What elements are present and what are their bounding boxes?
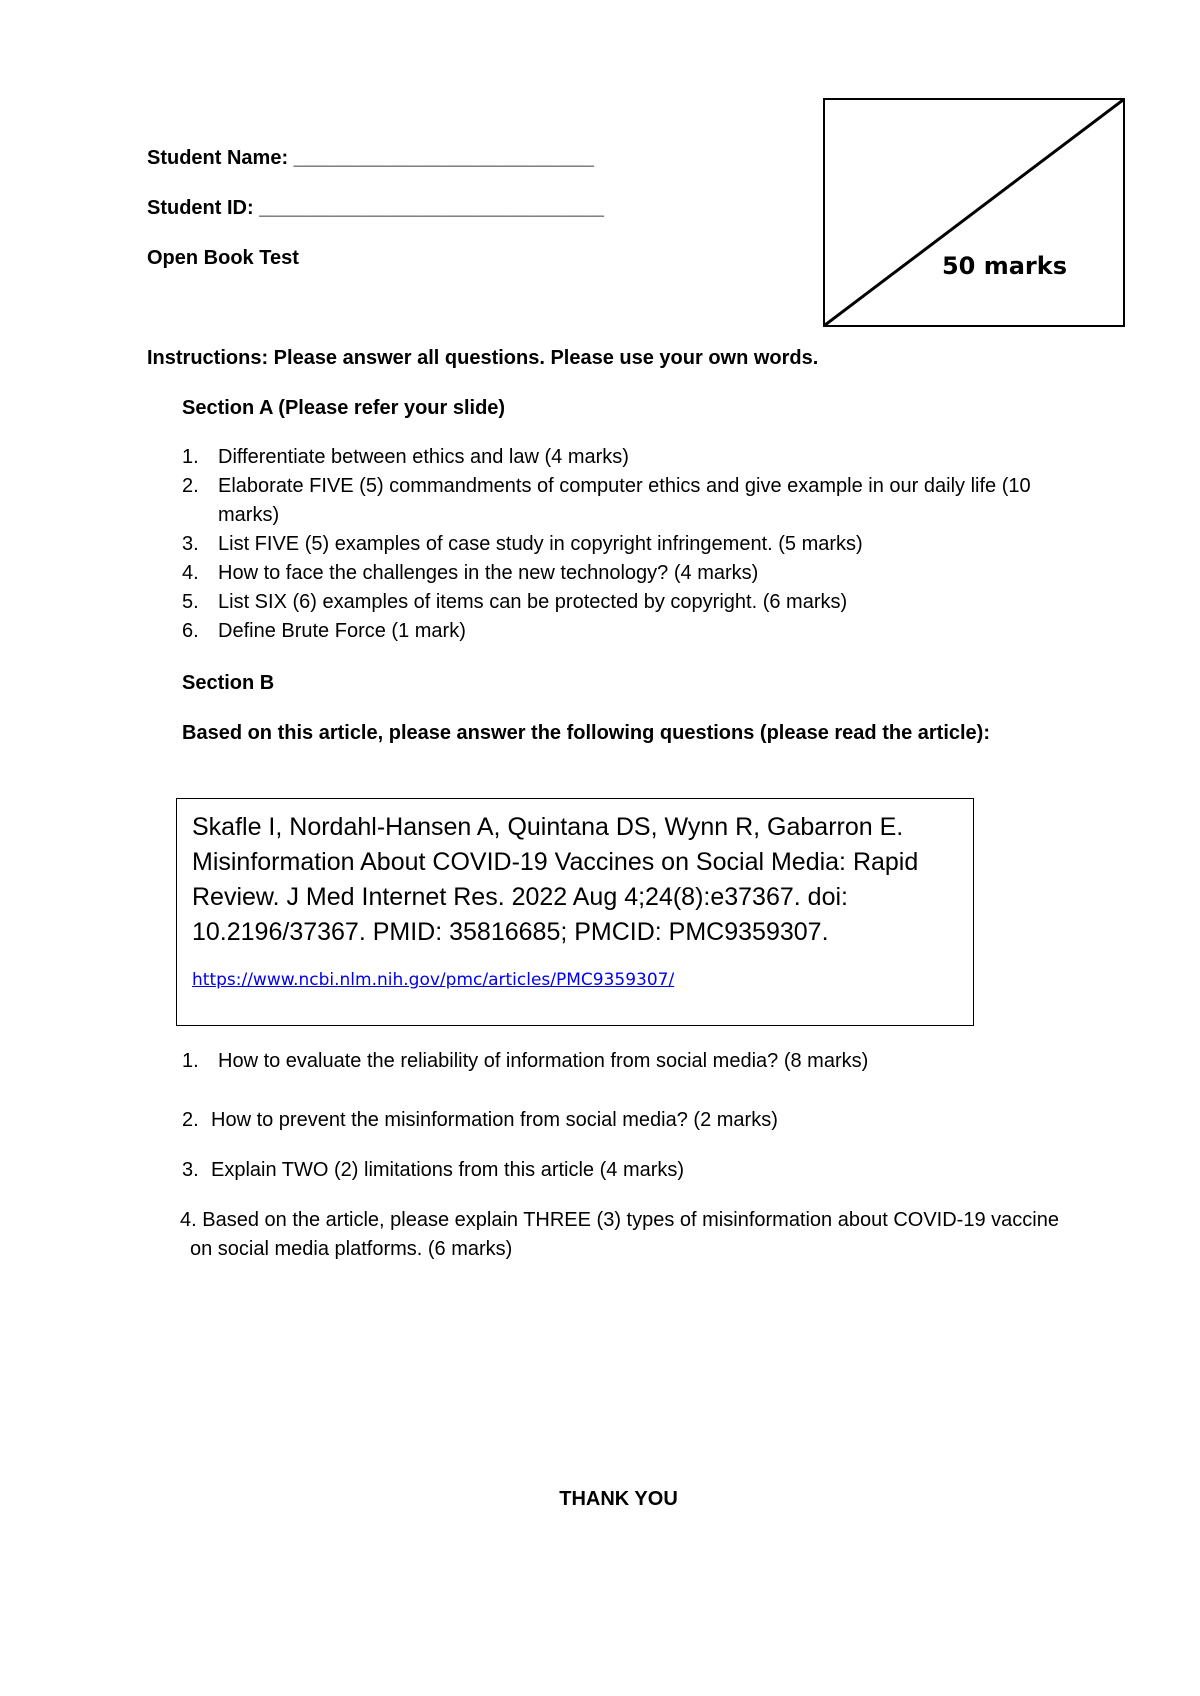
- diagonal-line: [825, 100, 1123, 325]
- question-number: 4.: [182, 562, 199, 584]
- question-number: 1.: [182, 446, 199, 468]
- question-text: Define Brute Force (1 mark): [218, 620, 466, 642]
- section-b-intro: Based on this article, please answer the following questions (please read the article):: [182, 722, 990, 744]
- question-text: Based on the article, please explain THREE (3) types of misinformation about COVID-19 vaccine on social media platforms. (6 marks): [190, 1209, 1059, 1260]
- question-number: 2.: [182, 475, 199, 497]
- closing-text: THANK YOU: [559, 1488, 678, 1510]
- list-item: [182, 617, 1062, 646]
- section-a-title: Section A (Please refer your slide): [182, 397, 506, 419]
- question-number: 5.: [182, 591, 199, 613]
- instructions-text: Instructions: Please answer all questions. Please use your own words.: [147, 347, 819, 369]
- question-text: Differentiate between ethics and law (4 marks): [218, 446, 629, 468]
- section-b-question: [180, 1206, 1060, 1264]
- article-citation: Skafle I, Nordahl-Hansen A, Quintana DS, Wynn R, Gabarron E. Misinformation About COVID-19 Vaccines on Social Media: Rapid Review. J Med Internet Res. 2022 Aug 4;24(8):e37367. doi: 10.2196/37367. PMID: 35816685; PMCID: PMC9359307.: [192, 813, 919, 946]
- question-text: List SIX (6) examples of items can be protected by copyright. (6 marks): [218, 591, 848, 613]
- question-number: 6.: [182, 620, 199, 642]
- question-text: How to face the challenges in the new technology? (4 marks): [218, 562, 759, 584]
- list-item: [182, 588, 1062, 617]
- article-citation-box: [176, 798, 974, 1026]
- question-text: How to prevent the misinformation from social media? (2 marks): [211, 1109, 778, 1131]
- question-number: 1.: [182, 1050, 199, 1072]
- student-name-field: Student Name: ___________________________: [147, 147, 595, 169]
- question-text: Elaborate FIVE (5) commandments of computer ethics and give example in our daily life (10 marks): [218, 475, 1031, 526]
- article-link[interactable]: https://www.ncbi.nlm.nih.gov/pmc/articles/PMC9359307/: [192, 970, 675, 990]
- section-a-question-list: [182, 443, 1062, 646]
- section-b-title: Section B: [182, 672, 275, 694]
- list-item: [182, 530, 1062, 559]
- list-item: [182, 472, 1062, 530]
- question-text: List FIVE (5) examples of case study in copyright infringement. (5 marks): [218, 533, 863, 555]
- test-type-label: Open Book Test: [147, 247, 299, 269]
- list-item: [182, 443, 1062, 472]
- question-number: 4.: [180, 1209, 197, 1231]
- question-text: Explain TWO (2) limitations from this article (4 marks): [211, 1159, 685, 1181]
- question-text: How to evaluate the reliability of information from social media? (8 marks): [218, 1050, 869, 1072]
- student-id-field: Student ID: _______________________________: [147, 197, 605, 219]
- section-b-question: [182, 1047, 869, 1076]
- section-b-question: [182, 1106, 778, 1135]
- marks-box: [823, 98, 1125, 327]
- question-number: 3.: [182, 533, 199, 555]
- section-b-question: [182, 1156, 685, 1185]
- total-marks-label: 50 marks: [941, 252, 1067, 280]
- question-number: 3.: [182, 1159, 199, 1181]
- list-item: [182, 559, 1062, 588]
- question-number: 2.: [182, 1109, 199, 1131]
